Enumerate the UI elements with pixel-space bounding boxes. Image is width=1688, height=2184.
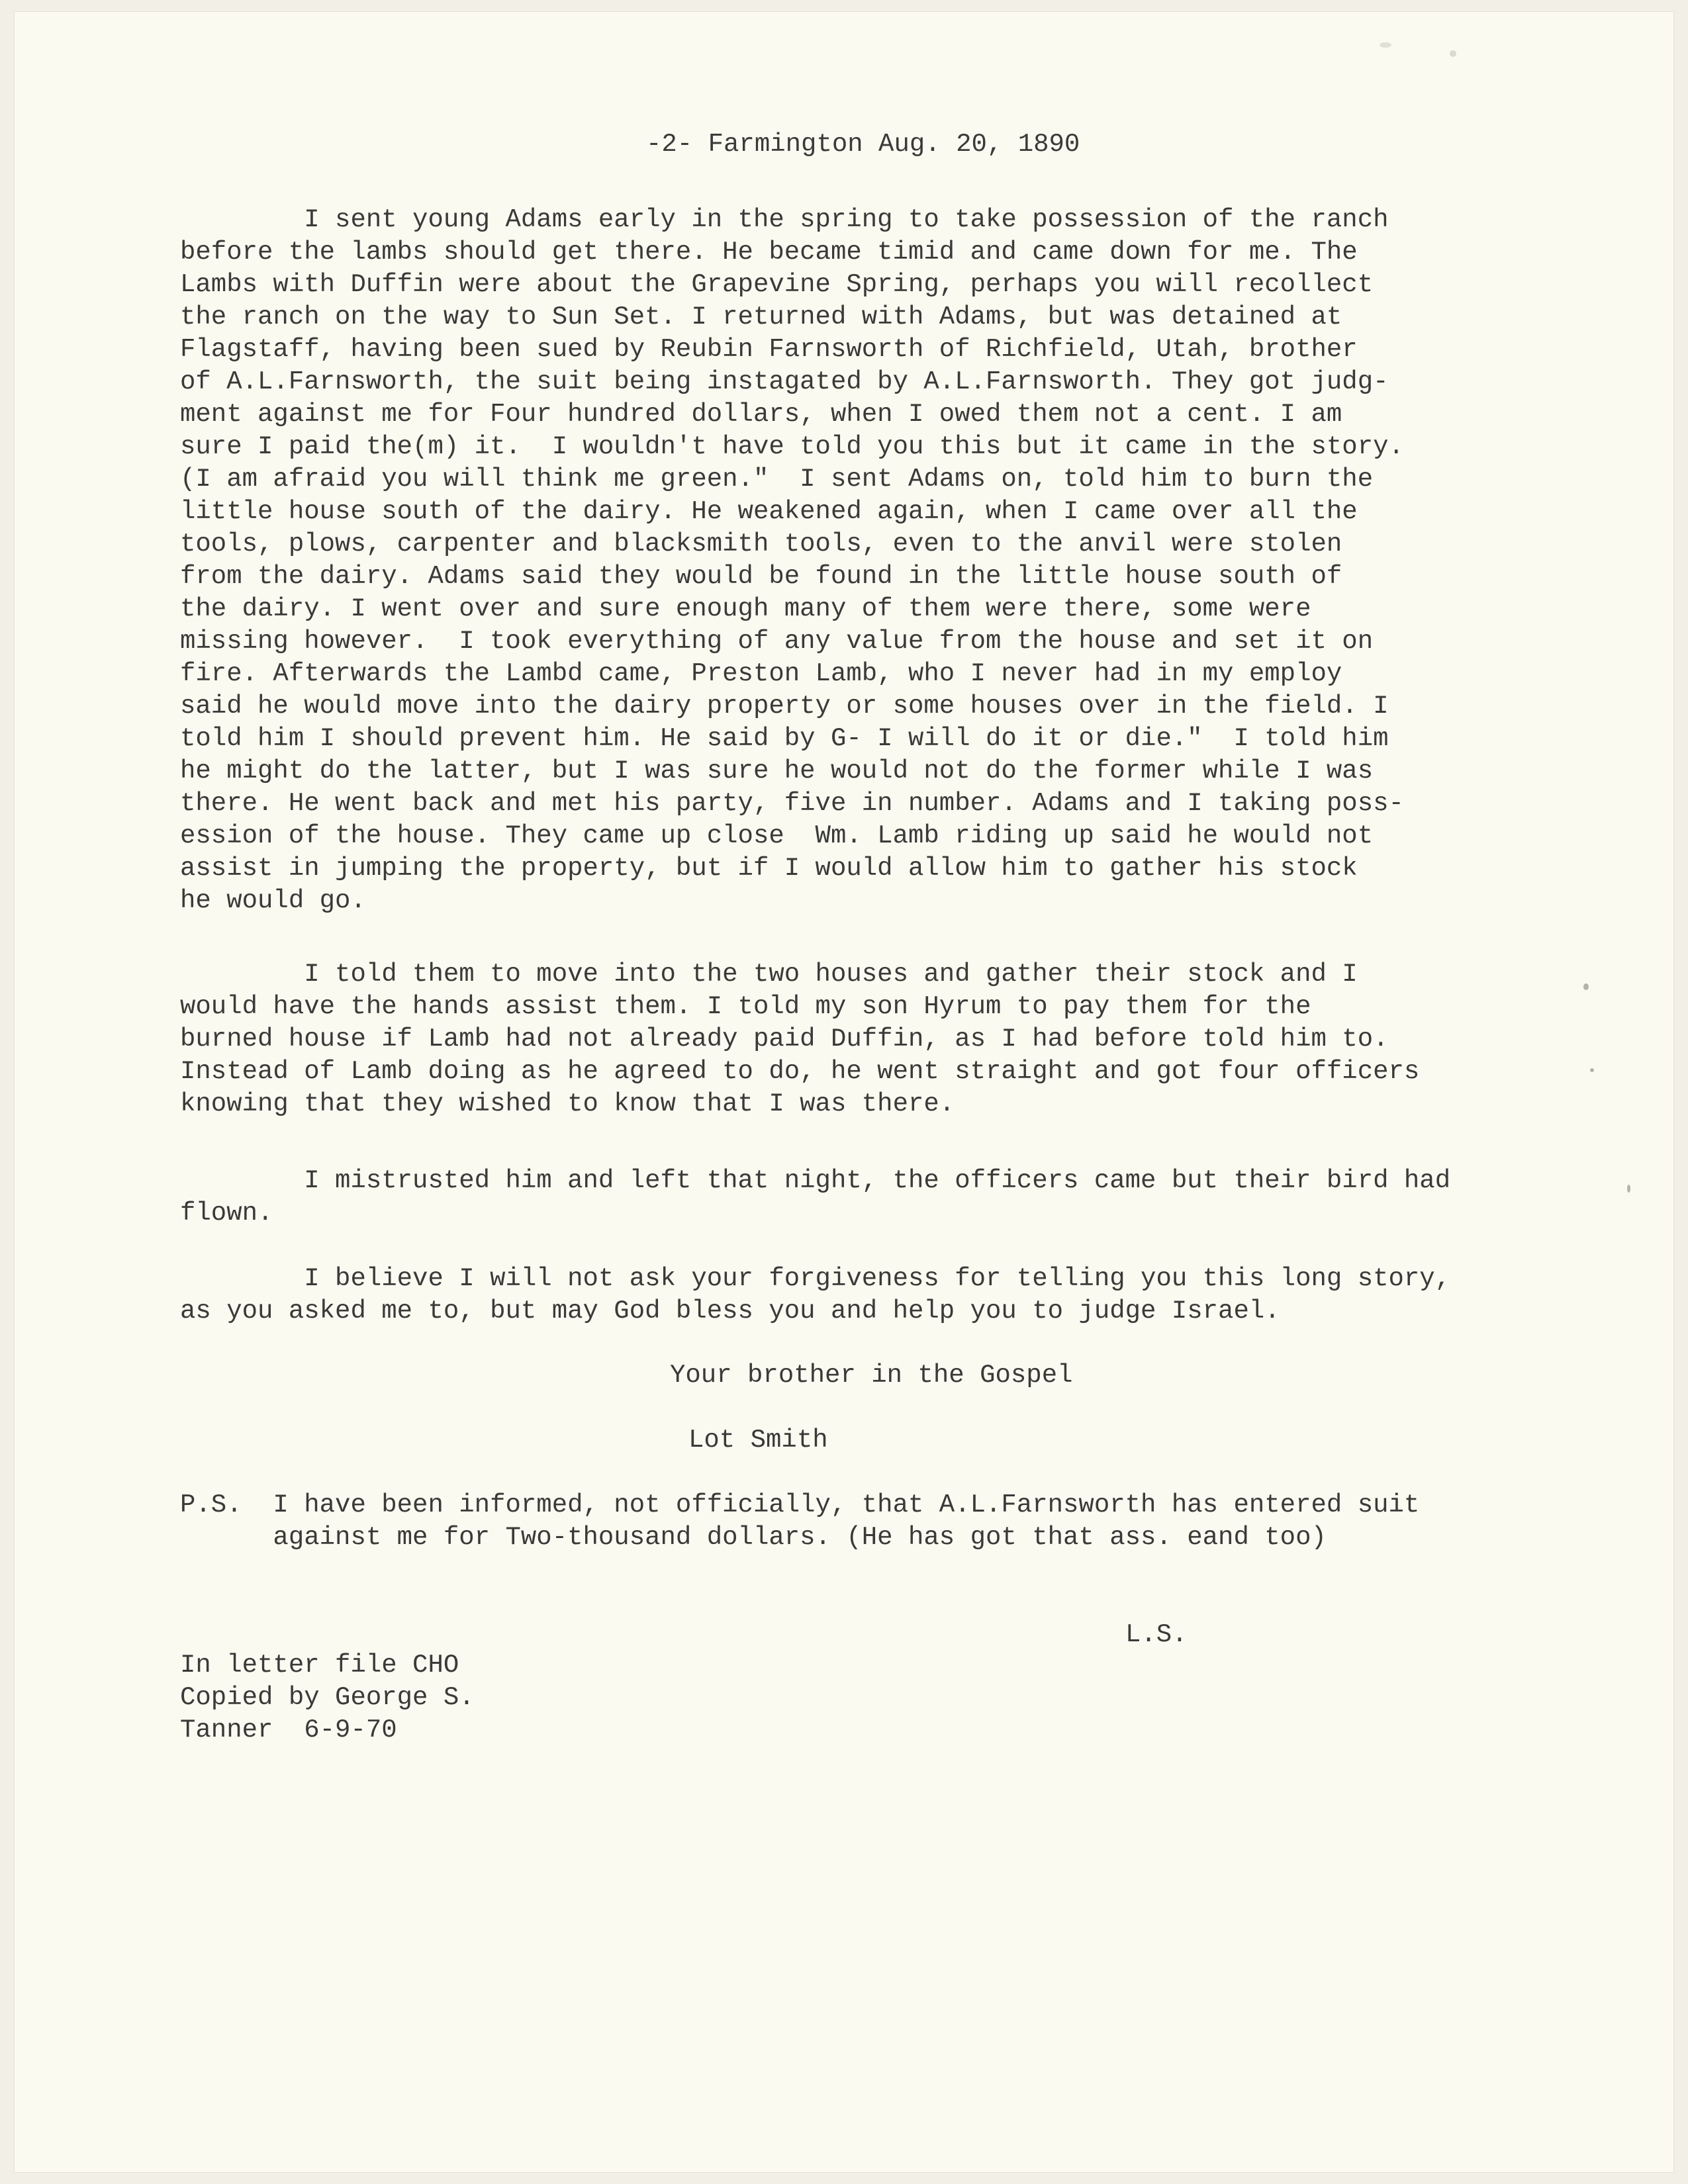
letter-page (15, 12, 1673, 2172)
signature-initials: L.S. (1125, 1620, 1188, 1649)
paragraph-move-houses: I told them to move into the two houses and gather their stock and I would have the hands assist them. I told my son Hyrum to pay them for the burned house if Lamb had not already paid Duffin, as I had before told him to. Instead of Lamb doing as he agreed to do, he went straight and got four officers knowing that they wished to know that I was there. (180, 960, 1420, 1118)
margin-speck (1450, 50, 1456, 57)
paragraph-mistrusted: I mistrusted him and left that night, the officers came but their bird had flown. (180, 1166, 1451, 1228)
postscript: P.S. I have been informed, not officially, that A.L.Farnsworth has entered suit against me for Two-thousand dollars. (He has got that ass. eand too) (180, 1490, 1420, 1552)
file-note: In letter file CHO Copied by George S. Tanner 6-9-70 (180, 1651, 475, 1745)
signature-name: Lot Smith (688, 1426, 828, 1455)
letter-header: -2- Farmington Aug. 20, 1890 (646, 130, 1080, 159)
margin-speck (1380, 42, 1391, 48)
margin-speck (1590, 1068, 1594, 1072)
margin-speck (1583, 983, 1589, 990)
closing-line: Your brother in the Gospel (670, 1361, 1073, 1390)
paragraph-forgiveness: I believe I will not ask your forgiveness for telling you this long story, as you asked me to, but may God bless you and help you to judge Israel. (180, 1264, 1451, 1326)
margin-speck (1627, 1185, 1630, 1193)
paragraph-ranch-story: I sent young Adams early in the spring to take possession of the ranch before the lambs should get there. He became timid and came down for me. The Lambs with Duffin were about the Grapevine Spring, perhaps you will recollect the ranch on the way to Sun Set. I returned with Adams, but was detained at Flagstaff, having been sued by Reubin Farnsworth of Richfield, Utah, brother of A.L.Farnsworth, the suit being instagated by A.L.Farnsworth. They got judg- ment against me for Four hundred dollars, when I owed them not a cent. I am sure I paid the(m) it. I wouldn't have told you this but it came in the story. (I am afraid you will think me green." I sent Adams on, told him to burn the little house south of the dairy. He weakened again, when I came over all the tools, plows, carpenter and blacksmith tools, even to the anvil were stolen from the dairy. Adams said they would be found in the little house south of the dairy. I went over and sure enough many of them were there, some were missing however. I took everything of any value from the house and set it on fire. Afterwards the Lambd came, Preston Lamb, who I never had in my employ said he would move into the dairy property or some houses over in the field. I told him I should prevent him. He said by G- I will do it or die." I told him he might do the latter, but I was sure he would not do the former while I was there. He went back and met his party, five in number. Adams and I taking poss- ession of the house. They came up close Wm. Lamb riding up said he would not assist in jumping the property, but if I would allow him to gather his stock he would go. (180, 205, 1404, 915)
